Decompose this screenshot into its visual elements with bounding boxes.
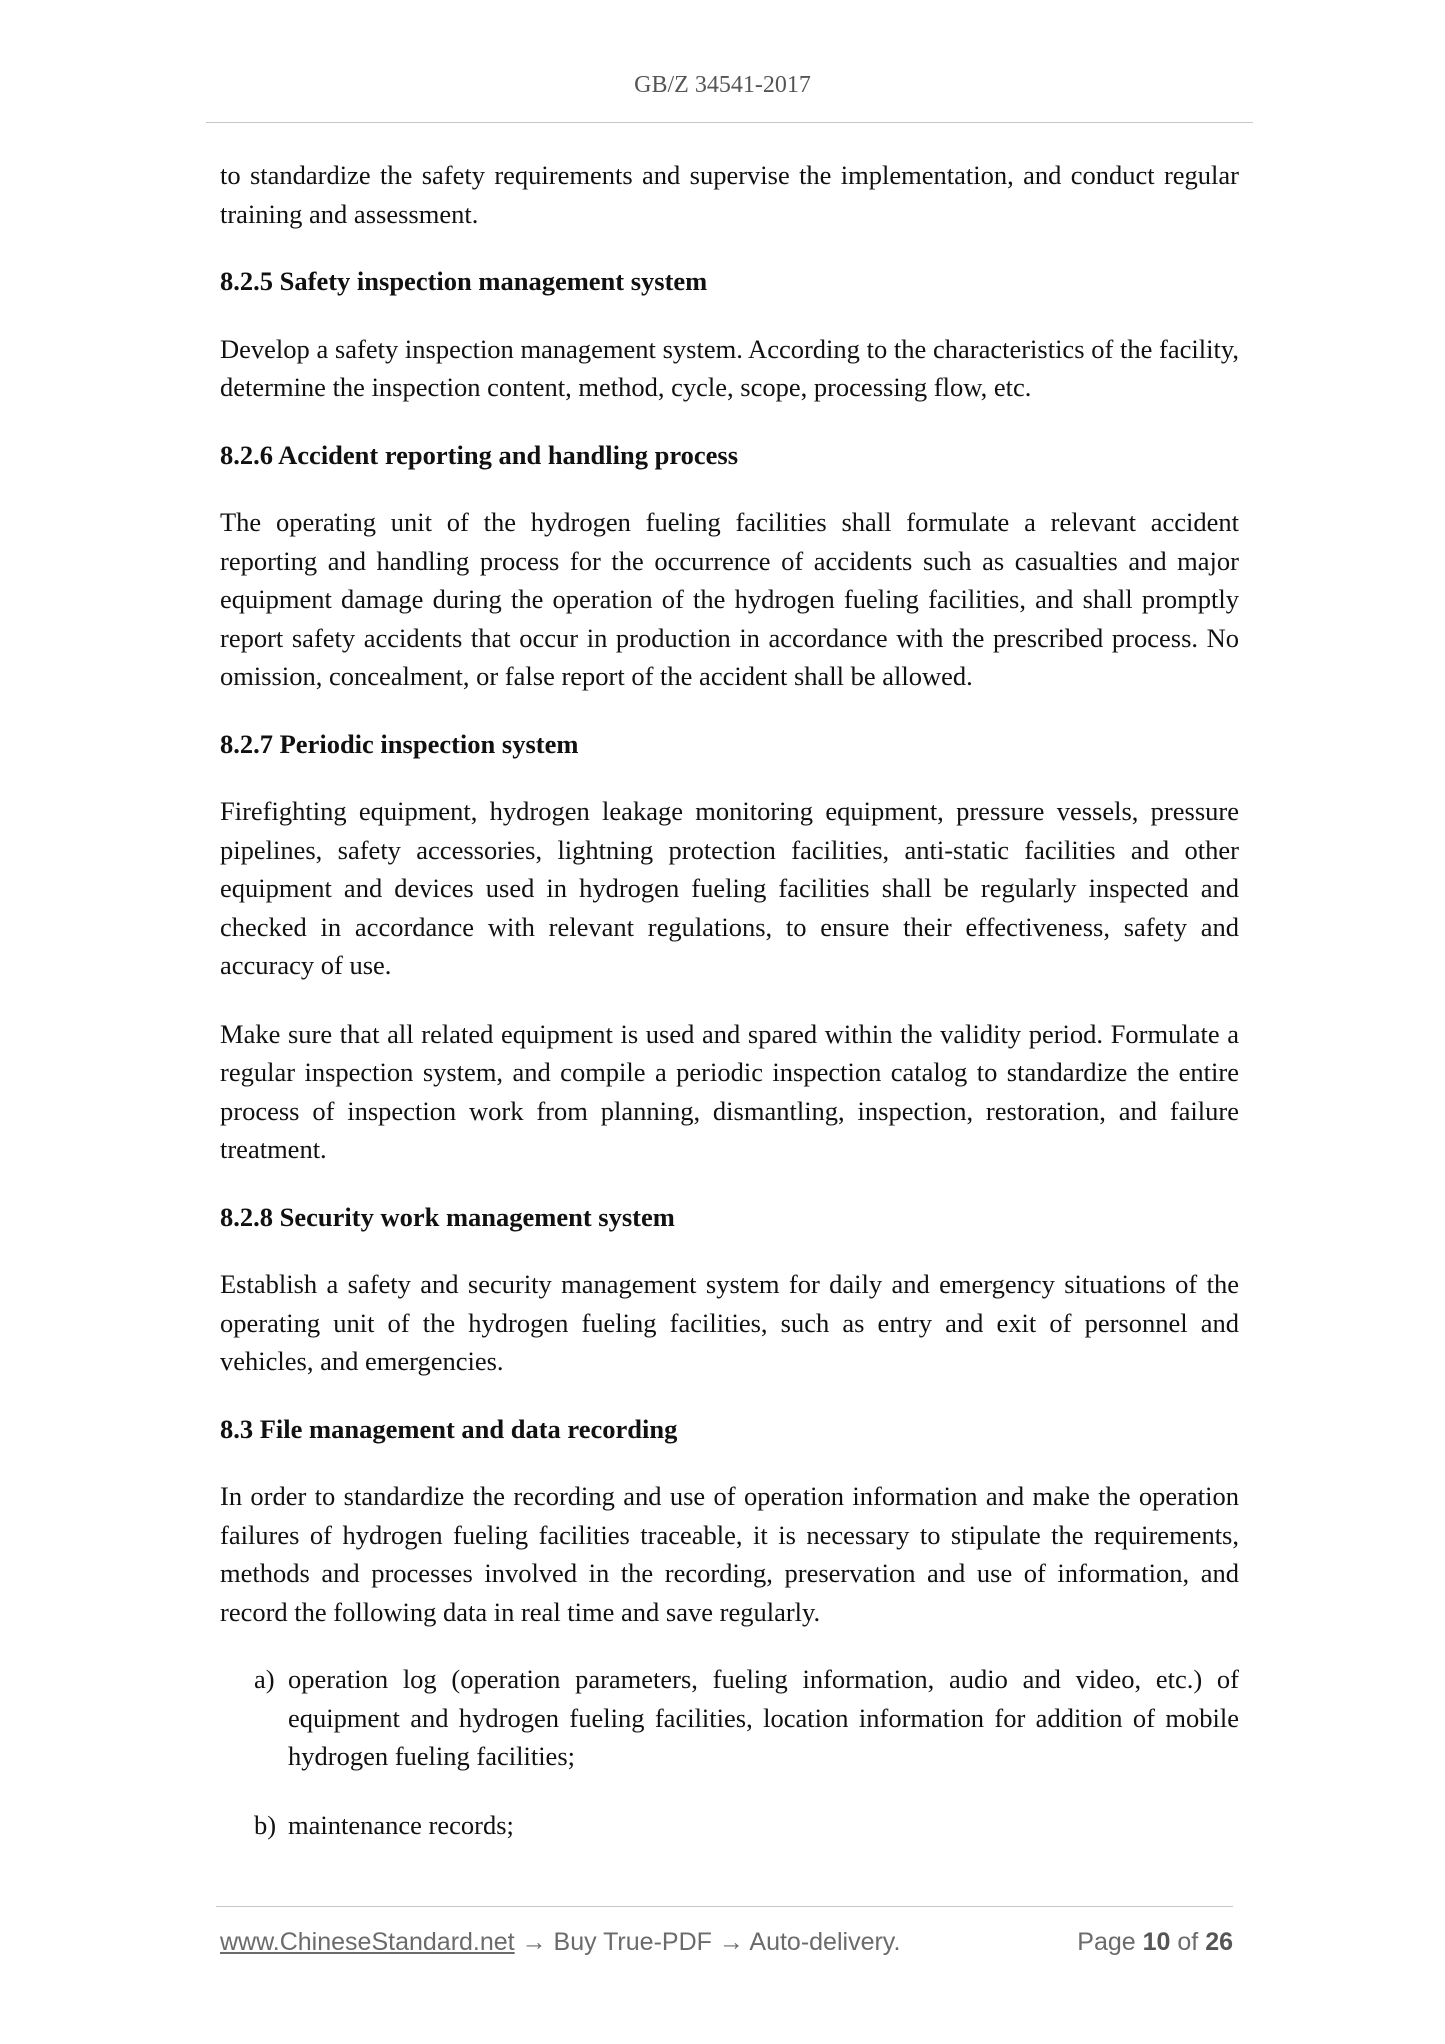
section-heading-8-2-8: 8.2.8 Security work management system [220, 1201, 675, 1232]
section-heading-8-3: 8.3 File management and data recording [220, 1413, 678, 1444]
section-paragraph: Firefighting equipment, hydrogen leakage monitoring equipment, pressure vessels, pressure pipelines, safety accessories, lightning protection facilities, anti-static facilities and other equipment and devices used in hydrogen fueling facilities shall be regularly inspected and checked in accordance with relevant regulations, to ensure their effectiveness, safety and accuracy of use. [220, 796, 1239, 980]
page-number [1077, 1925, 1233, 1959]
of-label: of [1177, 1928, 1199, 1956]
page-label: Page [1077, 1928, 1136, 1956]
section-heading-8-2-7: 8.2.7 Periodic inspection system [220, 728, 579, 759]
section-heading-8-2-5: 8.2.5 Safety inspection management system [220, 266, 708, 296]
document-body [220, 156, 1239, 1844]
section-heading-8-2-6: 8.2.6 Accident reporting and handling process [220, 439, 739, 470]
section-paragraph: In order to standardize the recording and use of operation information and make the operation failures of hydrogen fueling facilities traceable, it is necessary to stipulate the requirements, methods and processes involved in the recording, preservation and use of information, and record the following data in real time and save regularly. [220, 1481, 1239, 1627]
data-record-list [220, 1660, 1239, 1844]
website-link[interactable]: www.ChineseStandard.net [220, 1928, 515, 1956]
list-item-text: operation log (operation parameters, fueling information, audio and video, etc.) of equipment and hydrogen fueling facilities, location information for addition of mobile hydrogen fueling facilities; [288, 1664, 1239, 1771]
intro-paragraph: to standardize the safety requirements and supervise the implementation, and conduct regular training and assessment. [220, 160, 1239, 229]
current-page-number: 10 [1142, 1928, 1171, 1956]
list-marker: b) [254, 1809, 277, 1840]
header-divider [206, 122, 1253, 123]
standard-code-header: GB/Z 34541-2017 [634, 72, 811, 98]
list-item [220, 1660, 1239, 1776]
list-marker: a) [254, 1664, 275, 1694]
section-paragraph: Establish a safety and security management system for daily and emergency situations of the operating unit of the hydrogen fueling facilities, such as entry and exit of personnel and vehicles, and emergencies. [220, 1269, 1239, 1376]
section-paragraph: Develop a safety inspection management system. According to the characteristics of the facility, determine the inspection content, method, cycle, scope, processing flow, etc. [220, 333, 1239, 402]
total-pages-number: 26 [1205, 1928, 1233, 1956]
section-paragraph: Make sure that all related equipment is used and spared within the validity period. Formulate a regular inspection system, and compile a periodic inspection catalog to standardize the entire process of inspection work from planning, dismantling, inspection, restoration, and failure treatment. [220, 1018, 1239, 1164]
footer-tagline: → Buy True-PDF → Auto-delivery. [514, 1928, 901, 1956]
list-item [220, 1806, 1239, 1845]
footer-promo [220, 1925, 900, 1959]
list-item-text: maintenance records; [288, 1809, 514, 1840]
section-paragraph: The operating unit of the hydrogen fueling facilities shall formulate a relevant accident reporting and handling process for the occurrence of accidents such as casualties and major equipment damage during the operation of the hydrogen fueling facilities, and shall promptly report safety accidents that occur in production in accordance with the prescribed process. No omission, concealment, or false report of the accident shall be allowed. [220, 507, 1239, 691]
footer-divider [216, 1906, 1233, 1907]
